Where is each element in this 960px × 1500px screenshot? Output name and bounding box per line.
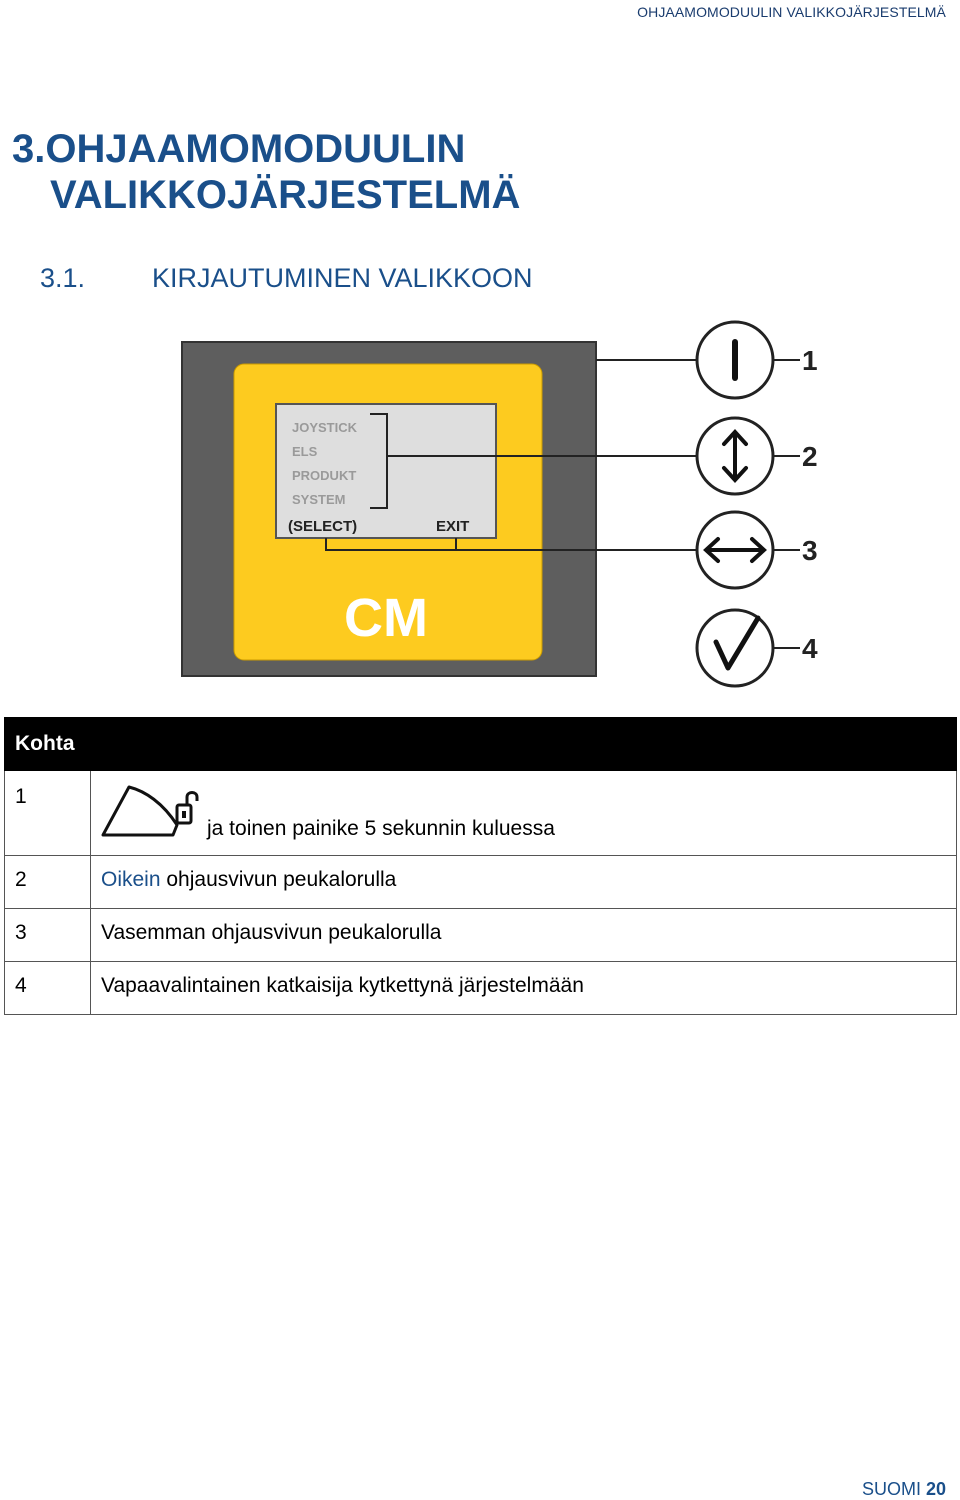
table-row [5,771,957,856]
row-number: 4 [5,962,91,1015]
callout-number: 3 [802,535,818,566]
table-header-row [5,718,957,771]
row-number: 2 [5,856,91,909]
running-header: OHJAAMOMODUULIN VALIKKOJÄRJESTELMÄ [637,4,946,20]
footer-language: SUOMI [861,1479,921,1499]
control-module-figure [0,318,960,698]
screen-line: PRODUKT [292,468,357,483]
row-description-highlight: Oikein [101,868,161,891]
page-number: 20 [925,1479,946,1499]
row-description: Vapaavalintainen katkaisija kytkettynä järjestelmään [91,962,957,1015]
page-footer [862,1479,946,1500]
chapter-title-line1: OHJAAMOMODUULIN [45,127,466,171]
chapter-title [12,126,520,218]
table-row [5,909,957,962]
screen-line: ELS [292,444,318,459]
table-row [5,856,957,909]
callout-number: 2 [802,441,818,472]
row-description: Vasemman ohjausvivun peukalorulla [91,909,957,962]
table-header-kohta: Kohta [5,718,91,771]
button-1 [697,322,773,398]
section-title-text: KIRJAUTUMINEN VALIKKOON [152,263,533,293]
select-label: (SELECT) [288,518,358,535]
row-description-text: ohjausvivun peukalorulla [160,868,397,891]
callout-number: 1 [802,345,818,376]
table-row [5,962,957,1015]
row-description [91,856,957,909]
exit-label: EXIT [436,518,470,535]
row-number: 3 [5,909,91,962]
row-description [91,771,957,856]
module-label: CM [344,588,428,648]
row-number: 1 [5,771,91,856]
callout-number: 4 [802,633,818,664]
table-header-empty [91,718,957,771]
section-number: 3.1. [40,263,86,293]
row-description-text: ja toinen painike 5 sekunnin kuluessa [207,817,555,840]
screen-line: SYSTEM [292,492,346,507]
button-2 [697,418,773,494]
chapter-number: 3. [12,127,46,171]
chapter-title-line2: VALIKKOJÄRJESTELMÄ [50,173,521,217]
screen-line: JOYSTICK [292,420,358,435]
pedal-unlock-icon [101,781,205,839]
legend-table [4,717,957,1015]
button-4 [697,610,773,686]
button-3 [697,512,773,588]
section-title [40,263,533,294]
